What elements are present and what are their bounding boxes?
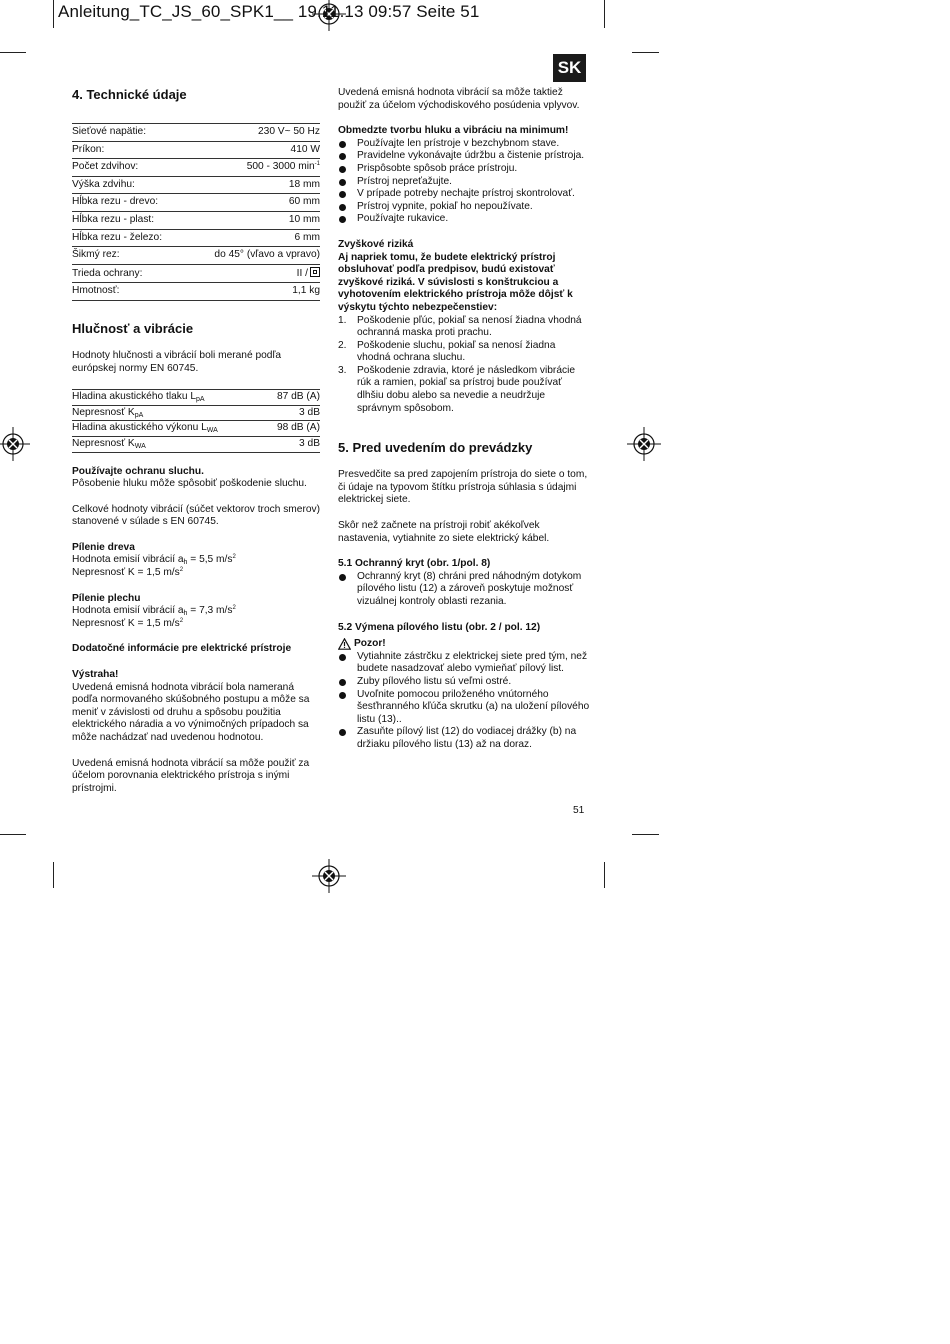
wood-vibration-value: = 5,5 m/s bbox=[187, 554, 233, 566]
unit-sup: 2 bbox=[179, 617, 184, 624]
start-paragraph-1: Presvedčite sa pred zapojením prístroja do siete o tom, či údaje na typovom štítku prístroja súhlasia s údajmi elektrickej siete. bbox=[338, 469, 588, 506]
spec-value: 230 V~ 50 Hz bbox=[186, 124, 320, 142]
noise-label-sub: WA bbox=[134, 442, 146, 450]
list-item: Používajte rukavice. bbox=[338, 213, 590, 226]
noise-label bbox=[72, 421, 263, 437]
noise-label-text: Nepresnosť K bbox=[72, 406, 135, 418]
table-row bbox=[72, 436, 320, 452]
list-item: Prístroj vypnite, pokiaľ ho nepoužívate. bbox=[338, 201, 590, 214]
crop-mark bbox=[0, 52, 26, 53]
wood-vibration bbox=[72, 554, 320, 567]
attention-text: Pozor! bbox=[354, 638, 386, 650]
list-item: Zuby pílového listu sú veľmi ostré. bbox=[338, 676, 590, 689]
spec-value: 18 mm bbox=[186, 176, 320, 194]
table-row bbox=[72, 229, 320, 247]
print-slug: Anleitung_TC_JS_60_SPK1__ 19.11.13 09:57 Seite 51 bbox=[58, 2, 480, 21]
table-row bbox=[72, 194, 320, 212]
spec-value: 10 mm bbox=[186, 211, 320, 229]
table-row bbox=[72, 283, 320, 301]
spec-label: Sieťové napätie: bbox=[72, 124, 186, 142]
registration-mark-icon bbox=[312, 859, 346, 893]
noise-label-text: Nepresnosť K bbox=[72, 437, 135, 449]
section-5-1-list bbox=[338, 571, 590, 609]
list-item: Vytiahnite zástrčku z elektrickej siete pred tým, než budete nasadzovať alebo vymieňať pílový list. bbox=[338, 651, 590, 676]
risk-list bbox=[338, 315, 590, 416]
unit-sup: 2 bbox=[232, 554, 236, 561]
sheet-vibration bbox=[72, 605, 320, 618]
spec-value-sup: -1 bbox=[314, 161, 320, 168]
vibration-intro: Uvedená emisná hodnota vibrácií sa môže taktiež použiť za účelom východiskového posúdenia vplyvov. bbox=[338, 87, 580, 111]
table-row bbox=[72, 141, 320, 159]
limit-title: Obmedzte tvorbu hluku a vibráciu na minimum! bbox=[338, 125, 569, 137]
list-number: 3. bbox=[338, 364, 347, 376]
table-row bbox=[72, 176, 320, 194]
noise-label-sub: WA bbox=[206, 427, 218, 435]
list-item: Ochranný kryt (8) chráni pred náhodným dotykom pílového listu (12) a zároveň poskytuje možnosť vizuálnej kontroly oblasti rezania. bbox=[338, 571, 590, 609]
noise-table bbox=[72, 389, 320, 452]
spec-value: 6 mm bbox=[186, 229, 320, 247]
hearing-text: Pôsobenie hluku môže spôsobiť poškodenie sluchu. bbox=[72, 478, 307, 490]
list-text: Poškodenie sluchu, pokiaľ sa nenosí žiadna vhodná ochrana sluchu. bbox=[357, 339, 556, 364]
spec-label: Hĺbka rezu - plast: bbox=[72, 211, 186, 229]
wood-vibration-text: Hodnota emisií vibrácií a bbox=[72, 554, 184, 566]
noise-title: Hlučnosť a vibrácie bbox=[72, 320, 194, 336]
limit-list bbox=[338, 138, 590, 226]
table-row bbox=[72, 405, 320, 421]
noise-label-sub: pA bbox=[134, 411, 144, 419]
wood-vibration-sub: h bbox=[183, 559, 188, 567]
section-5-1-title: 5.1 Ochranný kryt (obr. 1/pol. 8) bbox=[338, 558, 491, 570]
registration-mark-icon bbox=[627, 427, 661, 461]
spec-value: 1,1 kg bbox=[186, 283, 320, 301]
extra-info-title: Dodatočné informácie pre elektrické prístroje bbox=[72, 643, 292, 655]
crop-mark bbox=[632, 834, 659, 835]
attention-line bbox=[338, 638, 590, 651]
sheet-vibration-text: Hodnota emisií vibrácií a bbox=[72, 605, 184, 617]
list-item: Používajte len prístroje v bezchybnom stave. bbox=[338, 138, 590, 151]
spec-label: Počet zdvihov: bbox=[72, 159, 186, 177]
hearing-title: Používajte ochranu sluchu. bbox=[72, 465, 204, 477]
sheet-vibration-value: = 7,3 m/s bbox=[187, 605, 233, 617]
table-row bbox=[72, 211, 320, 229]
list-item: Pravidelne vykonávajte údržbu a čistenie prístroja. bbox=[338, 150, 590, 163]
compare-text: Uvedená emisná hodnota vibrácií sa môže použiť za účelom porovnania elektrického prístroja s inými prístrojmi. bbox=[72, 757, 310, 794]
spec-table bbox=[72, 123, 320, 301]
vibration-total-text: Celkové hodnoty vibrácií (súčet vektorov troch smerov) stanovené v súlade s EN 60745. bbox=[72, 503, 320, 528]
risk-title: Zvyškové riziká bbox=[338, 238, 414, 250]
sheet-title: Pílenie plechu bbox=[72, 592, 141, 604]
list-item: V prípade potreby nechajte prístroj skontrolovať. bbox=[338, 188, 590, 201]
spec-value-text: II / bbox=[296, 267, 308, 279]
list-item: Prispôsobte spôsob práce prístroju. bbox=[338, 163, 590, 176]
list-item: Prístroj nepreťažujte. bbox=[338, 176, 590, 189]
noise-value: 3 dB bbox=[263, 436, 320, 452]
crop-mark bbox=[0, 834, 26, 835]
sheet-uncertainty bbox=[72, 618, 320, 631]
noise-intro: Hodnoty hlučnosti a vibrácií boli merané podľa európskej normy EN 60745. bbox=[72, 349, 282, 374]
noise-label-text: Hladina akustického tlaku L bbox=[72, 391, 197, 403]
spec-value: do 45° (vľavo a vpravo) bbox=[186, 247, 320, 265]
section-5-2-title: 5.2 Výmena pílového listu (obr. 2 / pol. 12) bbox=[338, 621, 541, 633]
spec-value: 410 W bbox=[186, 141, 320, 159]
spec-value: 60 mm bbox=[186, 194, 320, 212]
unit-sup: 2 bbox=[179, 567, 184, 574]
list-text: Poškodenie pľúc, pokiaľ sa nenosí žiadna vhodná ochranná maska proti prachu. bbox=[357, 314, 582, 339]
list-number: 1. bbox=[338, 314, 347, 326]
list-item: Uvoľnite pomocou priloženého vnútorného šesťhranného kľúča skrutku (a) na uložení pílového listu (13).. bbox=[338, 689, 590, 727]
spec-value bbox=[186, 264, 320, 283]
sheet-uncertainty-text: Nepresnosť K = 1,5 m/s bbox=[72, 617, 180, 629]
start-title: 5. Pred uvedením do prevádzky bbox=[338, 440, 533, 456]
spec-label: Šikmý rez: bbox=[72, 247, 186, 265]
noise-value: 87 dB (A) bbox=[263, 390, 320, 406]
list-item bbox=[338, 315, 590, 340]
spec-label: Trieda ochrany: bbox=[72, 264, 186, 283]
warning-text: Uvedená emisná hodnota vibrácií bola nameraná podľa normovaného skúšobného postupu a môže sa meniť v závislosti od druhu a spôsobu použitia elektrického náradia a vo výnimočných prípadoch sa môže nachádzať nad uvedenou hodnotou. bbox=[72, 681, 310, 743]
protection-class-icon bbox=[310, 267, 320, 277]
section-5-2-list bbox=[338, 651, 590, 752]
warning-triangle-icon bbox=[338, 638, 351, 650]
crop-mark bbox=[604, 0, 605, 28]
wood-title: Pílenie dreva bbox=[72, 541, 135, 553]
table-row bbox=[72, 124, 320, 142]
noise-label-sub: pA bbox=[196, 396, 205, 404]
sheet-vibration-sub: h bbox=[183, 610, 188, 618]
list-item bbox=[338, 340, 590, 365]
risk-bold-text: Aj napriek tomu, že budete elektrický prístroj obsluhovať podľa predpisov, budú existovať zvyškové riziká. V súvislosti s konštrukciou a vyhotovením elektrického prístroja môže dôjsť k výskytu týchto nebezpečenstiev: bbox=[338, 251, 573, 313]
noise-label bbox=[72, 436, 263, 452]
table-row bbox=[72, 264, 320, 283]
spec-value bbox=[186, 159, 320, 177]
noise-label bbox=[72, 405, 263, 421]
spec-label: Hmotnosť: bbox=[72, 283, 186, 301]
noise-label-text: Hladina akustického výkonu L bbox=[72, 422, 207, 434]
spec-label: Výška zdvihu: bbox=[72, 176, 186, 194]
page-number: 51 bbox=[573, 805, 585, 816]
crop-mark bbox=[632, 52, 659, 53]
left-column bbox=[72, 87, 320, 795]
warning-title: Výstraha! bbox=[72, 669, 119, 681]
crop-mark bbox=[53, 0, 54, 28]
spec-label: Hĺbka rezu - železo: bbox=[72, 229, 186, 247]
spec-label: Hĺbka rezu - drevo: bbox=[72, 194, 186, 212]
table-row bbox=[72, 247, 320, 265]
crop-mark bbox=[53, 862, 54, 888]
table-row bbox=[72, 159, 320, 177]
registration-mark-icon bbox=[0, 427, 30, 461]
tech-title: 4. Technické údaje bbox=[72, 87, 187, 102]
language-badge: SK bbox=[553, 54, 586, 82]
noise-value: 3 dB bbox=[263, 405, 320, 421]
list-text: Poškodenie zdravia, ktoré je následkom vibrácie rúk a ramien, pokiaľ sa prístroj bude používať dlhšiu dobu alebo sa nevedie a neudržuje správnym spôsobom. bbox=[357, 364, 576, 414]
start-paragraph-2: Skôr než začnete na prístroji robiť akékoľvek nastavenia, vytiahnite zo siete elektrický kábel. bbox=[338, 520, 550, 544]
noise-label bbox=[72, 390, 263, 406]
crop-mark bbox=[604, 862, 605, 888]
list-item: Zasuňte pílový list (12) do vodiacej drážky (b) na držiaku pílového listu (13) až na doraz. bbox=[338, 726, 590, 751]
spec-value-text: 500 - 3000 min bbox=[246, 161, 315, 173]
list-item bbox=[338, 365, 590, 415]
right-column bbox=[338, 87, 590, 752]
unit-sup: 2 bbox=[232, 605, 236, 612]
table-row bbox=[72, 421, 320, 437]
wood-uncertainty-text: Nepresnosť K = 1,5 m/s bbox=[72, 567, 180, 579]
wood-uncertainty bbox=[72, 567, 320, 580]
spec-label: Príkon: bbox=[72, 141, 186, 159]
list-number: 2. bbox=[338, 339, 347, 351]
noise-value: 98 dB (A) bbox=[263, 421, 320, 437]
table-row bbox=[72, 390, 320, 406]
